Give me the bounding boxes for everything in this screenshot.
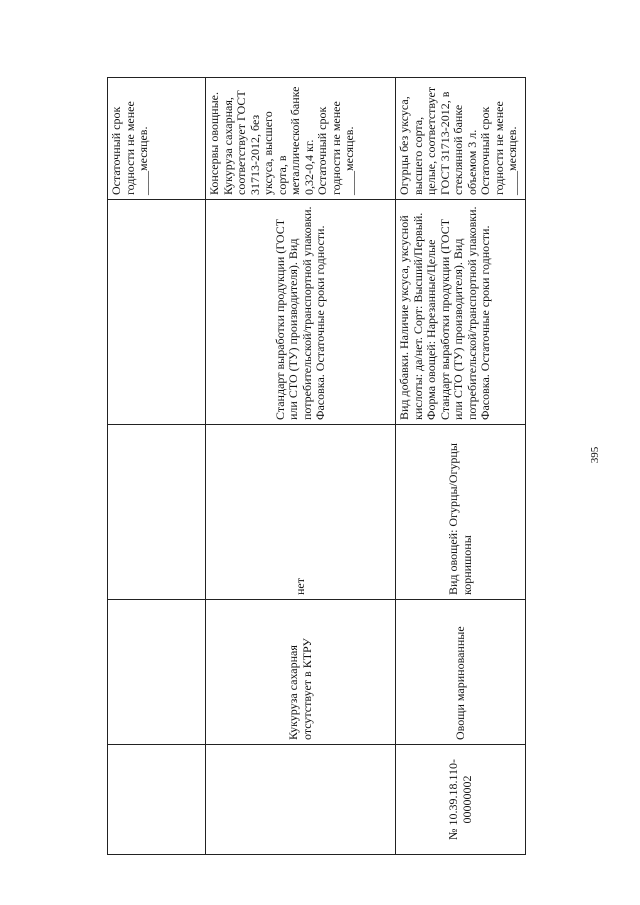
product-name-cell: Овощи маринованные — [396, 600, 526, 745]
table-cell — [108, 745, 206, 855]
table-row-continuation — [108, 78, 206, 855]
page-number: 395 — [589, 446, 601, 464]
rotated-table — [107, 78, 525, 855]
table-cell — [108, 200, 206, 425]
additional-characteristics-cell: Стандарт выработки продукции (ГОСТ или СТО (ТУ) производителя). Вид потребительской/транспортной упаковки. Фасовка. Остаточные сроки годности. — [206, 200, 396, 425]
additional-characteristics-cell: Вид добавки. Наличие уксуса, уксусной кислоты: да/нет. Сорт: Высший/Первый. Форма овощей: Нарезанные/Целые Стандарт выработки продукции (ГОСТ или СТО (ТУ) производителя). Вид потребительской/транспортной упаковки. Фасовка. Остаточные сроки годности. — [396, 200, 526, 425]
product-name-cell: Кукуруза сахарная отсутствует в КТРУ — [206, 600, 396, 745]
product-description-cell: Огурцы без уксуса, высшего сорта, целые, соответствует ГОСТ 31713-2012, в стеклянной банке объемом 3 л. Остаточный срок годности не менее ____месяцев. — [396, 78, 526, 200]
specification-table — [107, 77, 526, 855]
code-cell: № 10.39.18.110-00000002 — [396, 745, 526, 855]
characteristics-cell: нет — [206, 425, 396, 600]
product-description-cell: Консервы овощные. Кукуруза сахарная, соответствует ГОСТ 31713-2012, без уксуса, высшего сорта, в металлической банке 0,32-0,4 кг. Остаточный срок годности не менее ____месяцев. — [206, 78, 396, 200]
characteristics-cell: Вид овощей: Огурцы/Огурцы корнишоны — [396, 425, 526, 600]
code-cell — [206, 745, 396, 855]
table-row-corn — [206, 78, 396, 855]
table-cell — [108, 600, 206, 745]
table-row-pickles — [396, 78, 526, 855]
table-cell — [108, 425, 206, 600]
residual-shelf-life-cell: Остаточный срок годности не менее ____месяцев. — [108, 78, 206, 200]
